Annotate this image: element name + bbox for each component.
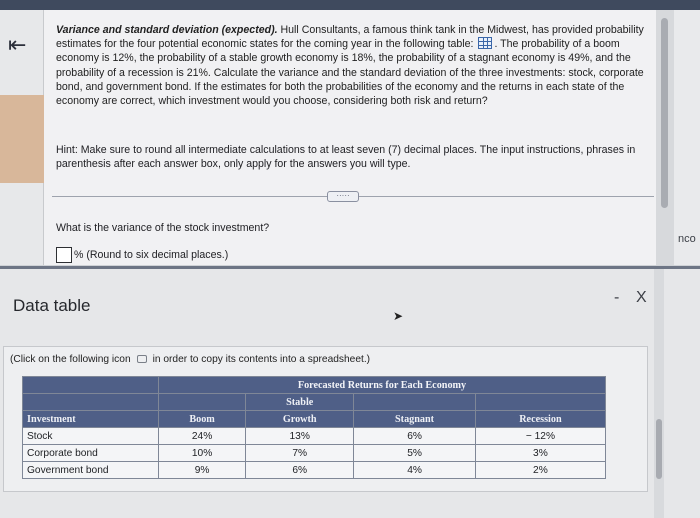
right-edge-text: nco: [678, 233, 696, 245]
header-recession: Recession: [475, 411, 605, 428]
cell-boom: 9%: [159, 462, 246, 479]
cell-stable: 7%: [246, 445, 354, 462]
cell-stagnant: 6%: [354, 428, 476, 445]
right-edge: [674, 10, 700, 265]
question-body-part2: . The probability of a boom economy is 12%, the probability of a stable growth economy is 18%, the probability of a stagnant economy is 49%, and the probability of a recession is 21%. Calculate the variance and the standard deviation of the three investments: stock, corporate bond, and government bond. If the estimates for both the probabilities of the economy and the returns in each state of the economy are correct, which investment would you choose, considering both risk and return?: [56, 38, 644, 108]
band-header: Forecasted Returns for Each Economy: [159, 377, 606, 394]
hint-text: Hint: Make sure to round all intermediate calculations to at least seven (7) decimal places. The input instructions, phrases in parenthesis after each answer box, only apply for the answers you will type.: [56, 144, 636, 171]
cell-recession: − 12%: [475, 428, 605, 445]
copy-instruction-pre: (Click on the following icon: [10, 354, 131, 365]
sub-question: What is the variance of the stock investment?: [56, 222, 270, 234]
question-scrollbar[interactable]: [656, 10, 674, 265]
header-investment: Investment: [23, 411, 159, 428]
cell-recession: 2%: [475, 462, 605, 479]
cell-stagnant: 5%: [354, 445, 476, 462]
expand-more-button[interactable]: ·····: [327, 191, 359, 202]
cell-investment: Stock: [23, 428, 159, 445]
table-header-row-top: [23, 394, 606, 411]
header-stable-line1: Stable: [246, 394, 354, 411]
answer-row: [56, 247, 228, 263]
cell-investment: Government bond: [23, 462, 159, 479]
table-row: [23, 445, 606, 462]
close-button[interactable]: X: [636, 289, 647, 306]
question-title: Variance and standard deviation (expected).: [56, 24, 278, 36]
mouse-cursor-icon: ➤: [393, 309, 404, 323]
top-bar: [0, 0, 700, 10]
table-grid-icon[interactable]: [478, 37, 492, 49]
table-band-row: [23, 377, 606, 394]
answer-instruction: % (Round to six decimal places.): [74, 249, 229, 261]
answer-input[interactable]: [56, 247, 72, 263]
header-stable-line2: Growth: [246, 411, 354, 428]
table-row: [23, 428, 606, 445]
header-boom: Boom: [159, 411, 246, 428]
header-empty-cell: [23, 394, 159, 411]
table-row: [23, 462, 606, 479]
cell-boom: 24%: [159, 428, 246, 445]
cell-boom: 10%: [159, 445, 246, 462]
cell-stagnant: 4%: [354, 462, 476, 479]
copy-instruction-post: in order to copy its contents into a spreadsheet.): [152, 354, 371, 365]
question-panel: [44, 10, 656, 265]
data-table-title: Data table: [13, 296, 91, 315]
copy-instruction: [10, 354, 370, 365]
accent-strip: [0, 95, 44, 183]
cell-recession: 3%: [475, 445, 605, 462]
cell-stable: 13%: [246, 428, 354, 445]
header-stagnant: Stagnant: [354, 411, 476, 428]
header-empty-cell: [354, 394, 476, 411]
question-text: [56, 23, 646, 108]
question-body-part1: Hull Consultants, a famous think tank in the Midwest, has provided probability estimates for the four potential economic states for the coming year in the following table:: [56, 24, 644, 51]
data-table-window: [0, 266, 700, 518]
back-arrow-icon[interactable]: ⇤: [8, 32, 27, 57]
returns-table: [22, 376, 606, 479]
header-empty-cell: [475, 394, 605, 411]
cell-stable: 6%: [246, 462, 354, 479]
data-table-scrollbar[interactable]: [654, 269, 664, 518]
question-scrollbar-thumb[interactable]: [661, 18, 668, 208]
table-header-row: [23, 411, 606, 428]
minimize-button[interactable]: -: [614, 289, 620, 306]
header-empty-cell: [159, 394, 246, 411]
data-table-scrollbar-thumb[interactable]: [656, 419, 662, 479]
cell-investment: Corporate bond: [23, 445, 159, 462]
band-empty-cell: [23, 377, 159, 394]
copy-icon[interactable]: [137, 355, 147, 363]
